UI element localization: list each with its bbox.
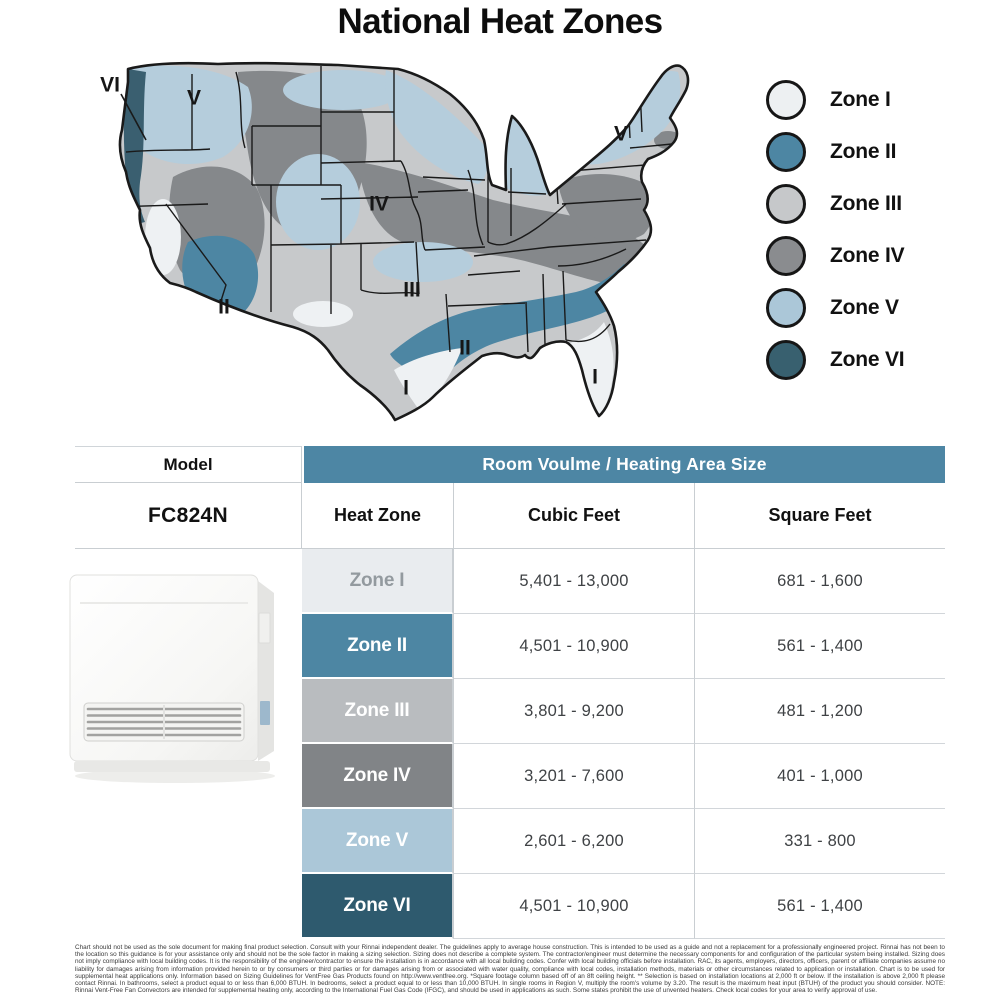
zone-legend: [766, 80, 986, 392]
map-zone-label-i-texas: I: [403, 376, 409, 400]
square-feet-column-header: Square Feet: [694, 483, 945, 549]
heater-side-label: [259, 613, 270, 643]
map-zone-label-ii-south: II: [459, 336, 471, 360]
room-volume-header: Room Voulme / Heating Area Size: [302, 446, 945, 483]
zone-name-cell: Zone I: [302, 549, 453, 614]
heater-sticker: [260, 701, 270, 725]
us-heat-zone-map: [88, 52, 768, 442]
zone-name-cell: Zone II: [302, 614, 453, 679]
disclaimer-text: Chart should not be used as the sole document for making final product selection. Consult with your Rinnai independent dealer. The guidelines apply to average house construction. This is intended to be used as a guide and not a replacement for a professionally engineered project. Rinnai has not been to the location so this guidance is for your assistance only and should not be the sole factor in making a sizing selection. Sizing does not describe a complete system. The contractor/engineer must determine the necessary components for and configuration of the particular system being installed. Sizing does not imply compliance with local building codes. It is the responsibility of the engineer/contractor to ensure the installation is in accordance with all local building codes. Confer with local building officials before installation. RAC, its agents, employers, directors, officers, parent or affiliate companies assume no liability for damages arising from information provided herein to or by consumers or third parties or for damages arising from or associated with water quality, compliance with local codes, installation methods, materials or other circumstances related to application or installation. Chart is to be used for supplemental heat applications only. Information based on Sizing Guidelines for VentFree Gas Products found on http://www.ventfree.org. *Square footage column based off of an 8ft ceiling height. ** Selection is based on installation locations at 2,000 ft or below. If the installation is above 2,000 ft please contact Rinnai. In bathrooms, select a product equal to or less than 6,000 BTUH. In bedrooms, select a product equal to or less than 10,000 BTUH. In single rooms in Region V, multiply the room's volume by 3.20. The result is the maximum heat input (BTUH) of the product you should consider. NOTE: Rinnai Vent-Free Fan Convectors are intended for supplemental heating only, according to the International Fuel Gas Code (IFGC), and should be used in applications as such. Some states prohibit the use of unvented heaters. Check local codes for your area to verify approval of use.: [75, 944, 945, 995]
product-image-cell: [75, 549, 302, 939]
square-feet-value: 481 - 1,200: [694, 679, 945, 744]
map-zone-label-v-northwest: V: [186, 86, 202, 110]
square-feet-value: 561 - 1,400: [694, 614, 945, 679]
legend-item-zone-ii: [766, 132, 986, 172]
zone-v-swatch-icon: [766, 288, 806, 328]
map-zone-label-iv: IV: [369, 192, 389, 216]
legend-label: Zone VI: [830, 348, 905, 371]
legend-label: Zone V: [830, 296, 899, 319]
zone-iv-swatch-icon: [766, 236, 806, 276]
map-zone-label-ii-southwest: II: [218, 295, 230, 319]
heater-base: [74, 761, 270, 772]
map-zone-label-vi: VI: [100, 73, 120, 97]
legend-label: Zone I: [830, 88, 891, 111]
zone-name-cell: Zone VI: [302, 874, 453, 939]
square-feet-value: 401 - 1,000: [694, 744, 945, 809]
zone-v-region: [276, 154, 360, 250]
legend-item-zone-iv: [766, 236, 986, 276]
legend-item-zone-v: [766, 288, 986, 328]
zone-i-region: [145, 199, 181, 275]
cubic-feet-value: 5,401 - 13,000: [453, 549, 694, 614]
zone-name-cell: Zone V: [302, 809, 453, 874]
legend-item-zone-vi: [766, 340, 986, 380]
sizing-table: [75, 446, 945, 939]
zone-i-swatch-icon: [766, 80, 806, 120]
cubic-feet-value: 3,201 - 7,600: [453, 744, 694, 809]
zone-ii-swatch-icon: [766, 132, 806, 172]
legend-item-zone-i: [766, 80, 986, 120]
map-zone-label-i-florida: I: [592, 365, 598, 389]
zone-name-cell: Zone IV: [302, 744, 453, 809]
cubic-feet-value: 2,601 - 6,200: [453, 809, 694, 874]
heat-zone-column-header: Heat Zone: [302, 483, 453, 549]
cubic-feet-value: 4,501 - 10,900: [453, 614, 694, 679]
model-number: FC824N: [75, 483, 302, 549]
zone-iii-swatch-icon: [766, 184, 806, 224]
legend-item-zone-iii: [766, 184, 986, 224]
cubic-feet-column-header: Cubic Feet: [453, 483, 694, 549]
square-feet-value: 331 - 800: [694, 809, 945, 874]
legend-label: Zone II: [830, 140, 897, 163]
legend-label: Zone III: [830, 192, 902, 215]
square-feet-value: 561 - 1,400: [694, 874, 945, 939]
us-map-svg: [88, 52, 768, 442]
zone-i-region: [293, 301, 353, 327]
cubic-feet-value: 4,501 - 10,900: [453, 874, 694, 939]
page-title: National Heat Zones: [337, 2, 663, 41]
map-zone-label-iii: III: [403, 278, 421, 302]
map-zone-label-v-northeast: V: [613, 122, 629, 146]
zone-v-region: [283, 70, 403, 110]
zone-vi-swatch-icon: [766, 340, 806, 380]
legend-label: Zone IV: [830, 244, 905, 267]
cubic-feet-value: 3,801 - 9,200: [453, 679, 694, 744]
heater-product-image: [50, 551, 300, 791]
zone-name-cell: Zone III: [302, 679, 453, 744]
square-feet-value: 681 - 1,600: [694, 549, 945, 614]
heater-side-panel: [258, 581, 274, 761]
model-column-header: Model: [75, 446, 302, 483]
zone-regions: [88, 52, 768, 442]
